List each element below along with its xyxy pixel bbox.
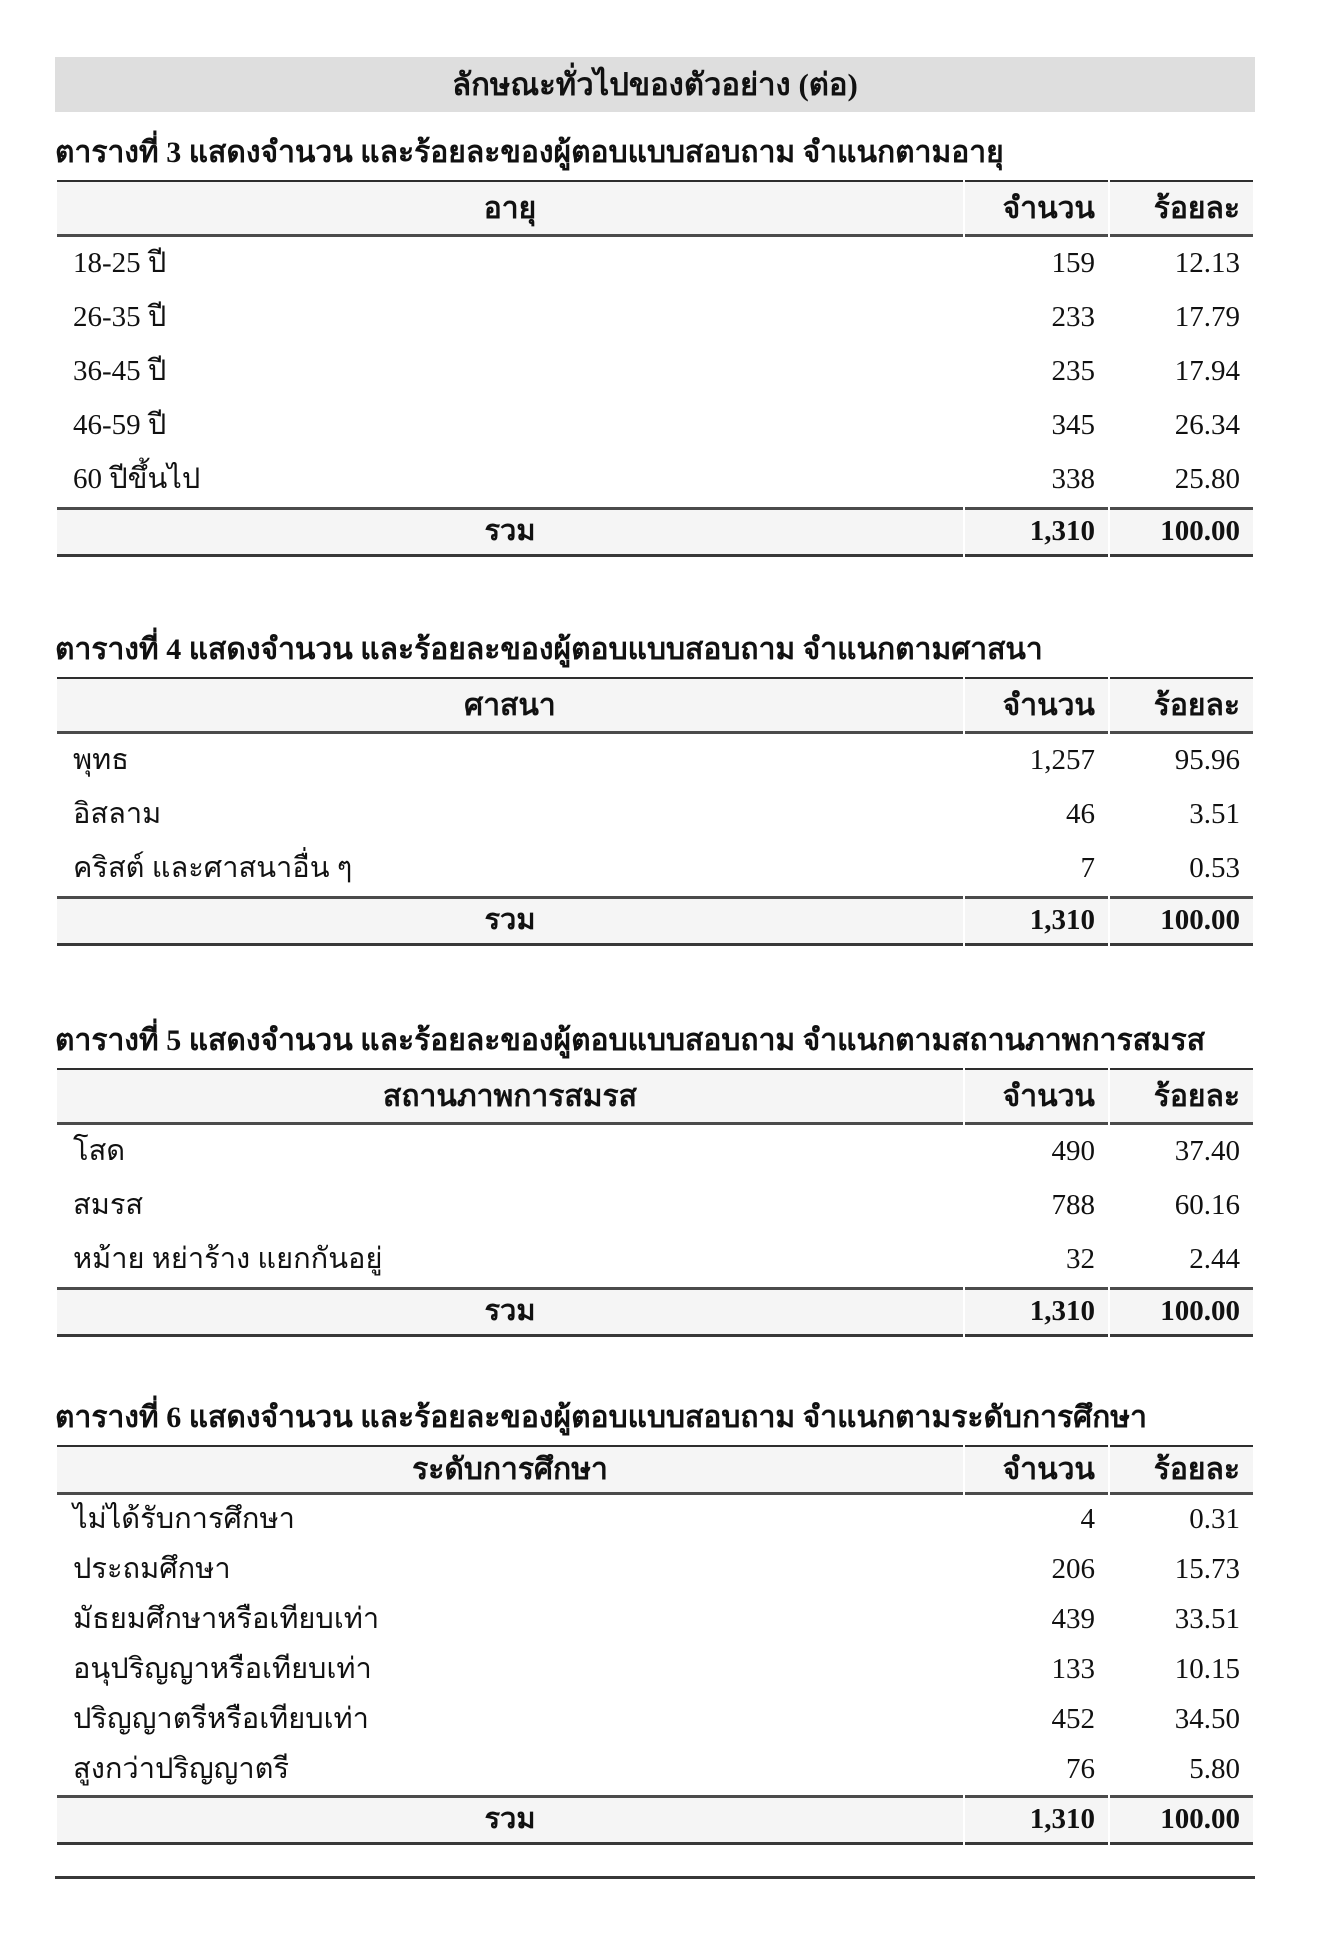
table-row <box>57 842 1253 896</box>
category-cell: อนุปริญญาหรือเทียบเท่า <box>73 1653 372 1686</box>
category-cell: 36-45 ปี <box>73 355 167 388</box>
table-row <box>57 1179 1253 1233</box>
category-cell: สูงกว่าปริญญาตรี <box>73 1753 290 1786</box>
total-count-cell: 1,310 <box>965 507 1108 557</box>
table-row <box>57 345 1253 399</box>
total-percent-cell: 100.00 <box>1110 896 1253 946</box>
percent-header: ร้อยละ <box>1110 677 1253 734</box>
category-cell: สมรส <box>73 1189 144 1222</box>
count-header: จำนวน <box>965 677 1108 734</box>
count-cell: 345 <box>1051 409 1095 442</box>
table-row <box>57 734 1253 788</box>
count-cell: 452 <box>1051 1703 1095 1736</box>
total-label-cell: รวม <box>57 1795 963 1845</box>
percent-cell: 95.96 <box>1174 744 1240 777</box>
total-percent-cell: 100.00 <box>1110 507 1253 557</box>
table-6-title: ตารางที่ 6 แสดงจำนวน และร้อยละของผู้ตอบแบบสอบถาม จำแนกตามระดับการศึกษา <box>55 1401 1147 1434</box>
category-header: อายุ <box>57 180 963 237</box>
table-row <box>57 1695 1253 1745</box>
total-percent-cell: 100.00 <box>1110 1795 1253 1845</box>
percent-cell: 15.73 <box>1174 1553 1240 1586</box>
total-label-cell: รวม <box>57 1287 963 1337</box>
religion-table <box>55 677 1255 946</box>
total-row <box>57 507 1253 557</box>
total-label-cell: รวม <box>57 507 963 557</box>
percent-cell: 0.31 <box>1189 1503 1240 1536</box>
count-cell: 159 <box>1051 247 1095 280</box>
marital-status-table <box>55 1068 1255 1337</box>
percent-header: ร้อยละ <box>1110 1445 1253 1495</box>
count-cell: 7 <box>1080 852 1095 885</box>
table-5-title: ตารางที่ 5 แสดงจำนวน และร้อยละของผู้ตอบแบบสอบถาม จำแนกตามสถานภาพการสมรส <box>55 1024 1206 1057</box>
count-cell: 206 <box>1051 1553 1095 1586</box>
count-cell: 490 <box>1051 1135 1095 1168</box>
percent-cell: 60.16 <box>1174 1189 1240 1222</box>
percent-cell: 0.53 <box>1189 852 1240 885</box>
category-cell: ปริญญาตรีหรือเทียบเท่า <box>73 1703 369 1736</box>
table-row <box>57 1645 1253 1695</box>
total-row <box>57 1287 1253 1337</box>
count-cell: 76 <box>1065 1753 1095 1786</box>
category-cell: ประถมศึกษา <box>73 1553 231 1586</box>
header-row <box>57 1445 1253 1495</box>
category-cell: อิสลาม <box>73 798 162 831</box>
count-header: จำนวน <box>965 1445 1108 1495</box>
total-row <box>57 1795 1253 1845</box>
category-cell: พุทธ <box>73 744 129 777</box>
total-label-cell: รวม <box>57 896 963 946</box>
table-3-title: ตารางที่ 3 แสดงจำนวน และร้อยละของผู้ตอบแบบสอบถาม จำแนกตามอายุ <box>55 136 1004 169</box>
count-header: จำนวน <box>965 1068 1108 1125</box>
table-row <box>57 1495 1253 1545</box>
percent-cell: 34.50 <box>1174 1703 1240 1736</box>
count-cell: 235 <box>1051 355 1095 388</box>
category-cell: มัธยมศึกษาหรือเทียบเท่า <box>73 1603 380 1636</box>
total-row <box>57 896 1253 946</box>
header-row <box>57 1068 1253 1125</box>
age-table <box>55 180 1255 557</box>
count-cell: 788 <box>1051 1189 1095 1222</box>
table-row <box>57 1125 1253 1179</box>
category-cell: 26-35 ปี <box>73 301 167 334</box>
table-row <box>57 291 1253 345</box>
count-cell: 46 <box>1065 798 1095 831</box>
percent-header: ร้อยละ <box>1110 1068 1253 1125</box>
category-cell: 60 ปีขึ้นไป <box>73 463 201 496</box>
category-cell: 46-59 ปี <box>73 409 167 442</box>
total-count-cell: 1,310 <box>965 896 1108 946</box>
table-row <box>57 1595 1253 1645</box>
percent-cell: 33.51 <box>1174 1603 1240 1636</box>
table-row <box>57 399 1253 453</box>
count-cell: 133 <box>1051 1653 1095 1686</box>
percent-cell: 5.80 <box>1189 1753 1240 1786</box>
table-row <box>57 453 1253 507</box>
category-header: ศาสนา <box>57 677 963 734</box>
percent-cell: 10.15 <box>1174 1653 1240 1686</box>
count-cell: 32 <box>1065 1243 1095 1276</box>
next-table-top-rule <box>55 1876 1255 1879</box>
count-cell: 233 <box>1051 301 1095 334</box>
education-table <box>55 1445 1255 1845</box>
category-header: ระดับการศึกษา <box>57 1445 963 1495</box>
percent-cell: 26.34 <box>1174 409 1240 442</box>
table-row <box>57 1545 1253 1595</box>
table-row <box>57 788 1253 842</box>
percent-header: ร้อยละ <box>1110 180 1253 237</box>
table-row <box>57 237 1253 291</box>
section-banner-text: ลักษณะทั่วไปของตัวอย่าง (ต่อ) <box>452 67 858 102</box>
category-cell: โสด <box>73 1135 126 1168</box>
category-cell: 18-25 ปี <box>73 247 167 280</box>
header-row <box>57 677 1253 734</box>
percent-cell: 3.51 <box>1189 798 1240 831</box>
count-cell: 439 <box>1051 1603 1095 1636</box>
count-cell: 338 <box>1051 463 1095 496</box>
section-banner <box>55 57 1255 112</box>
page-content <box>55 57 1255 1879</box>
percent-cell: 17.94 <box>1174 355 1240 388</box>
category-cell: หม้าย หย่าร้าง แยกกันอยู่ <box>73 1243 383 1276</box>
total-count-cell: 1,310 <box>965 1795 1108 1845</box>
count-header: จำนวน <box>965 180 1108 237</box>
percent-cell: 37.40 <box>1174 1135 1240 1168</box>
header-row <box>57 180 1253 237</box>
category-cell: ไม่ได้รับการศึกษา <box>73 1503 295 1536</box>
total-percent-cell: 100.00 <box>1110 1287 1253 1337</box>
total-count-cell: 1,310 <box>965 1287 1108 1337</box>
percent-cell: 12.13 <box>1174 247 1240 280</box>
category-header: สถานภาพการสมรส <box>57 1068 963 1125</box>
table-row <box>57 1745 1253 1795</box>
percent-cell: 17.79 <box>1174 301 1240 334</box>
table-row <box>57 1233 1253 1287</box>
count-cell: 1,257 <box>1029 744 1095 777</box>
count-cell: 4 <box>1080 1503 1095 1536</box>
table-4-title: ตารางที่ 4 แสดงจำนวน และร้อยละของผู้ตอบแบบสอบถาม จำแนกตามศาสนา <box>55 633 1043 666</box>
percent-cell: 25.80 <box>1174 463 1240 496</box>
percent-cell: 2.44 <box>1189 1243 1240 1276</box>
category-cell: คริสต์ และศาสนาอื่น ๆ <box>73 852 353 885</box>
